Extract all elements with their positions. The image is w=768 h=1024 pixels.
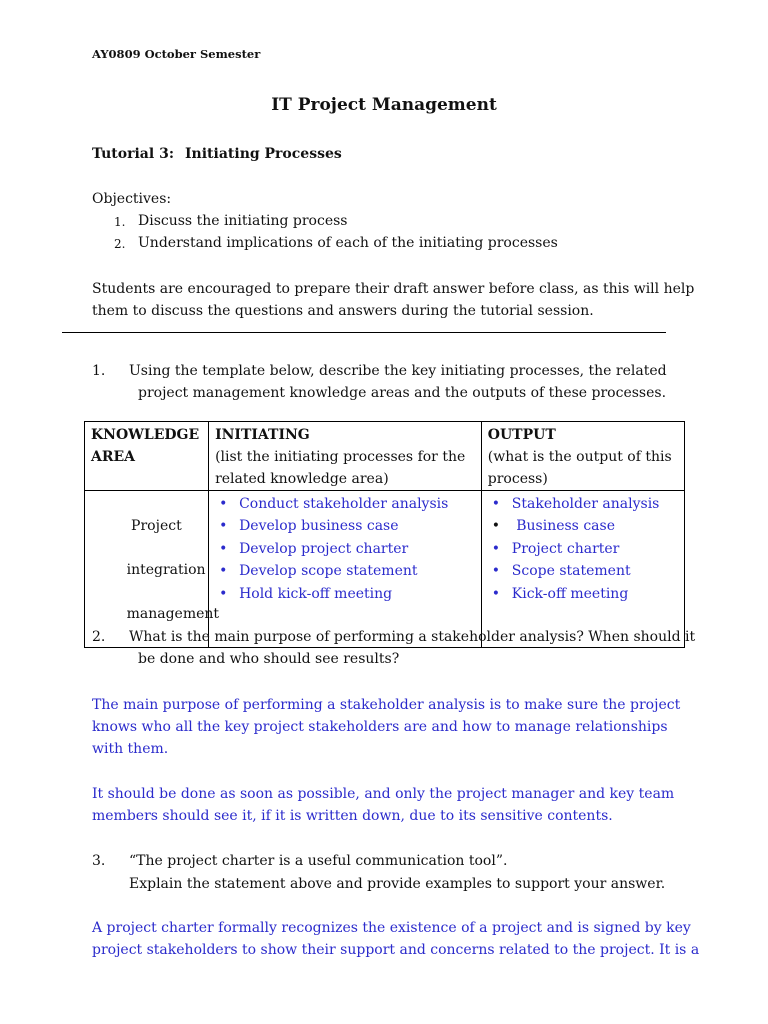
process-text: Develop business case [239,518,399,535]
bullet-icon: • [219,518,228,535]
bullet-icon: • [491,518,501,535]
bullet-icon: • [491,585,501,602]
bullet-icon: • [491,496,501,512]
bullet-icon: • [219,563,228,580]
list-item [488,560,678,582]
question-text: What is the main purpose of performing a stakeholder analysis? When should it [129,629,696,645]
list-item [488,493,678,515]
header-sub-line: (what is the output of this [487,449,672,465]
process-text: Develop scope statement [239,563,418,580]
answer-line: with them. [92,741,169,757]
list-item [488,583,678,605]
table-row [85,491,685,648]
question-text: project management knowledge areas and the outputs of these processes. [138,385,667,401]
tutorial-name: Initiating Processes [185,146,342,162]
output-text: Business case [511,518,615,535]
question-text: Explain the statement above and provide examples to support your answer. [129,876,666,892]
document-title: IT Project Management [271,95,497,115]
semester-label: AY0809 October Semester [92,47,261,61]
objective-text: Discuss the initiating process [138,213,348,229]
header-knowledge-area [85,422,209,491]
header-bold-line: KNOWLEDGE [91,427,200,443]
objective-number: 2. [114,237,126,251]
answer-line: It should be done as soon as possible, and only the project manager and key team [92,786,675,802]
output-text: Project charter [511,540,620,557]
answer-line: members should see it, if it is written down, due to its sensitive contents. [92,808,613,824]
process-text: Conduct stakeholder analysis [239,496,449,512]
output-text: Stakeholder analysis [511,496,660,512]
list-item [215,538,475,560]
header-sub-line: related knowledge area) [215,471,389,487]
area-line: integration [126,562,206,578]
tutorial-number: Tutorial 3: [92,146,174,162]
answer-line: knows who all the key project stakeholders are and how to manage relationships [92,719,668,735]
bullet-icon: • [491,540,501,557]
header-bold-line: INITIATING [215,427,310,443]
list-item [488,515,678,537]
process-text: Develop project charter [239,540,409,557]
intro-line: them to discuss the questions and answers during the tutorial session. [92,303,594,319]
table-header-row [85,422,685,491]
area-line: Project [126,518,182,534]
question-number: 3. [92,853,106,869]
bullet-icon: • [219,585,228,602]
objective-text: Understand implications of each of the initiating processes [138,235,558,251]
header-sub-line: (list the initiating processes for the [215,449,466,465]
area-line: management [126,606,220,622]
header-bold-line: AREA [91,449,136,465]
answer-line: A project charter formally recognizes the existence of a project and is signed by key [92,920,691,936]
process-text: Hold kick-off meeting [239,585,393,602]
objective-number: 1. [114,215,126,229]
list-item [215,515,475,537]
list-item [215,560,475,582]
intro-line: Students are encouraged to prepare their draft answer before class, as this will help [92,281,695,297]
header-initiating [209,422,482,491]
answer-line: The main purpose of performing a stakeholder analysis is to make sure the project [92,697,681,713]
bullet-icon: • [491,563,501,580]
question-text: Using the template below, describe the key initiating processes, the related [129,363,667,379]
output-text: Scope statement [511,563,631,580]
question-text: be done and who should see results? [138,651,400,667]
question-number: 2. [92,629,106,645]
output-text: Kick-off meeting [511,585,629,602]
header-output [481,422,684,491]
list-item [215,493,475,515]
answer-line: project stakeholders to show their support and concerns related to the project. It is a [92,942,700,958]
list-item [215,583,475,605]
header-sub-line: process) [487,471,548,487]
initiating-processes-cell [209,491,482,648]
question-text: “The project charter is a useful communication tool”. [129,853,508,869]
bullet-icon: • [219,540,228,557]
outputs-cell [481,491,684,648]
question-number: 1. [92,363,106,379]
list-item [488,538,678,560]
bullet-icon: • [219,496,228,512]
objectives-heading: Objectives: [92,191,172,207]
knowledge-area-cell [85,491,220,648]
header-bold-line: OUTPUT [487,427,556,443]
section-divider [62,332,666,333]
knowledge-area-table [84,421,685,648]
